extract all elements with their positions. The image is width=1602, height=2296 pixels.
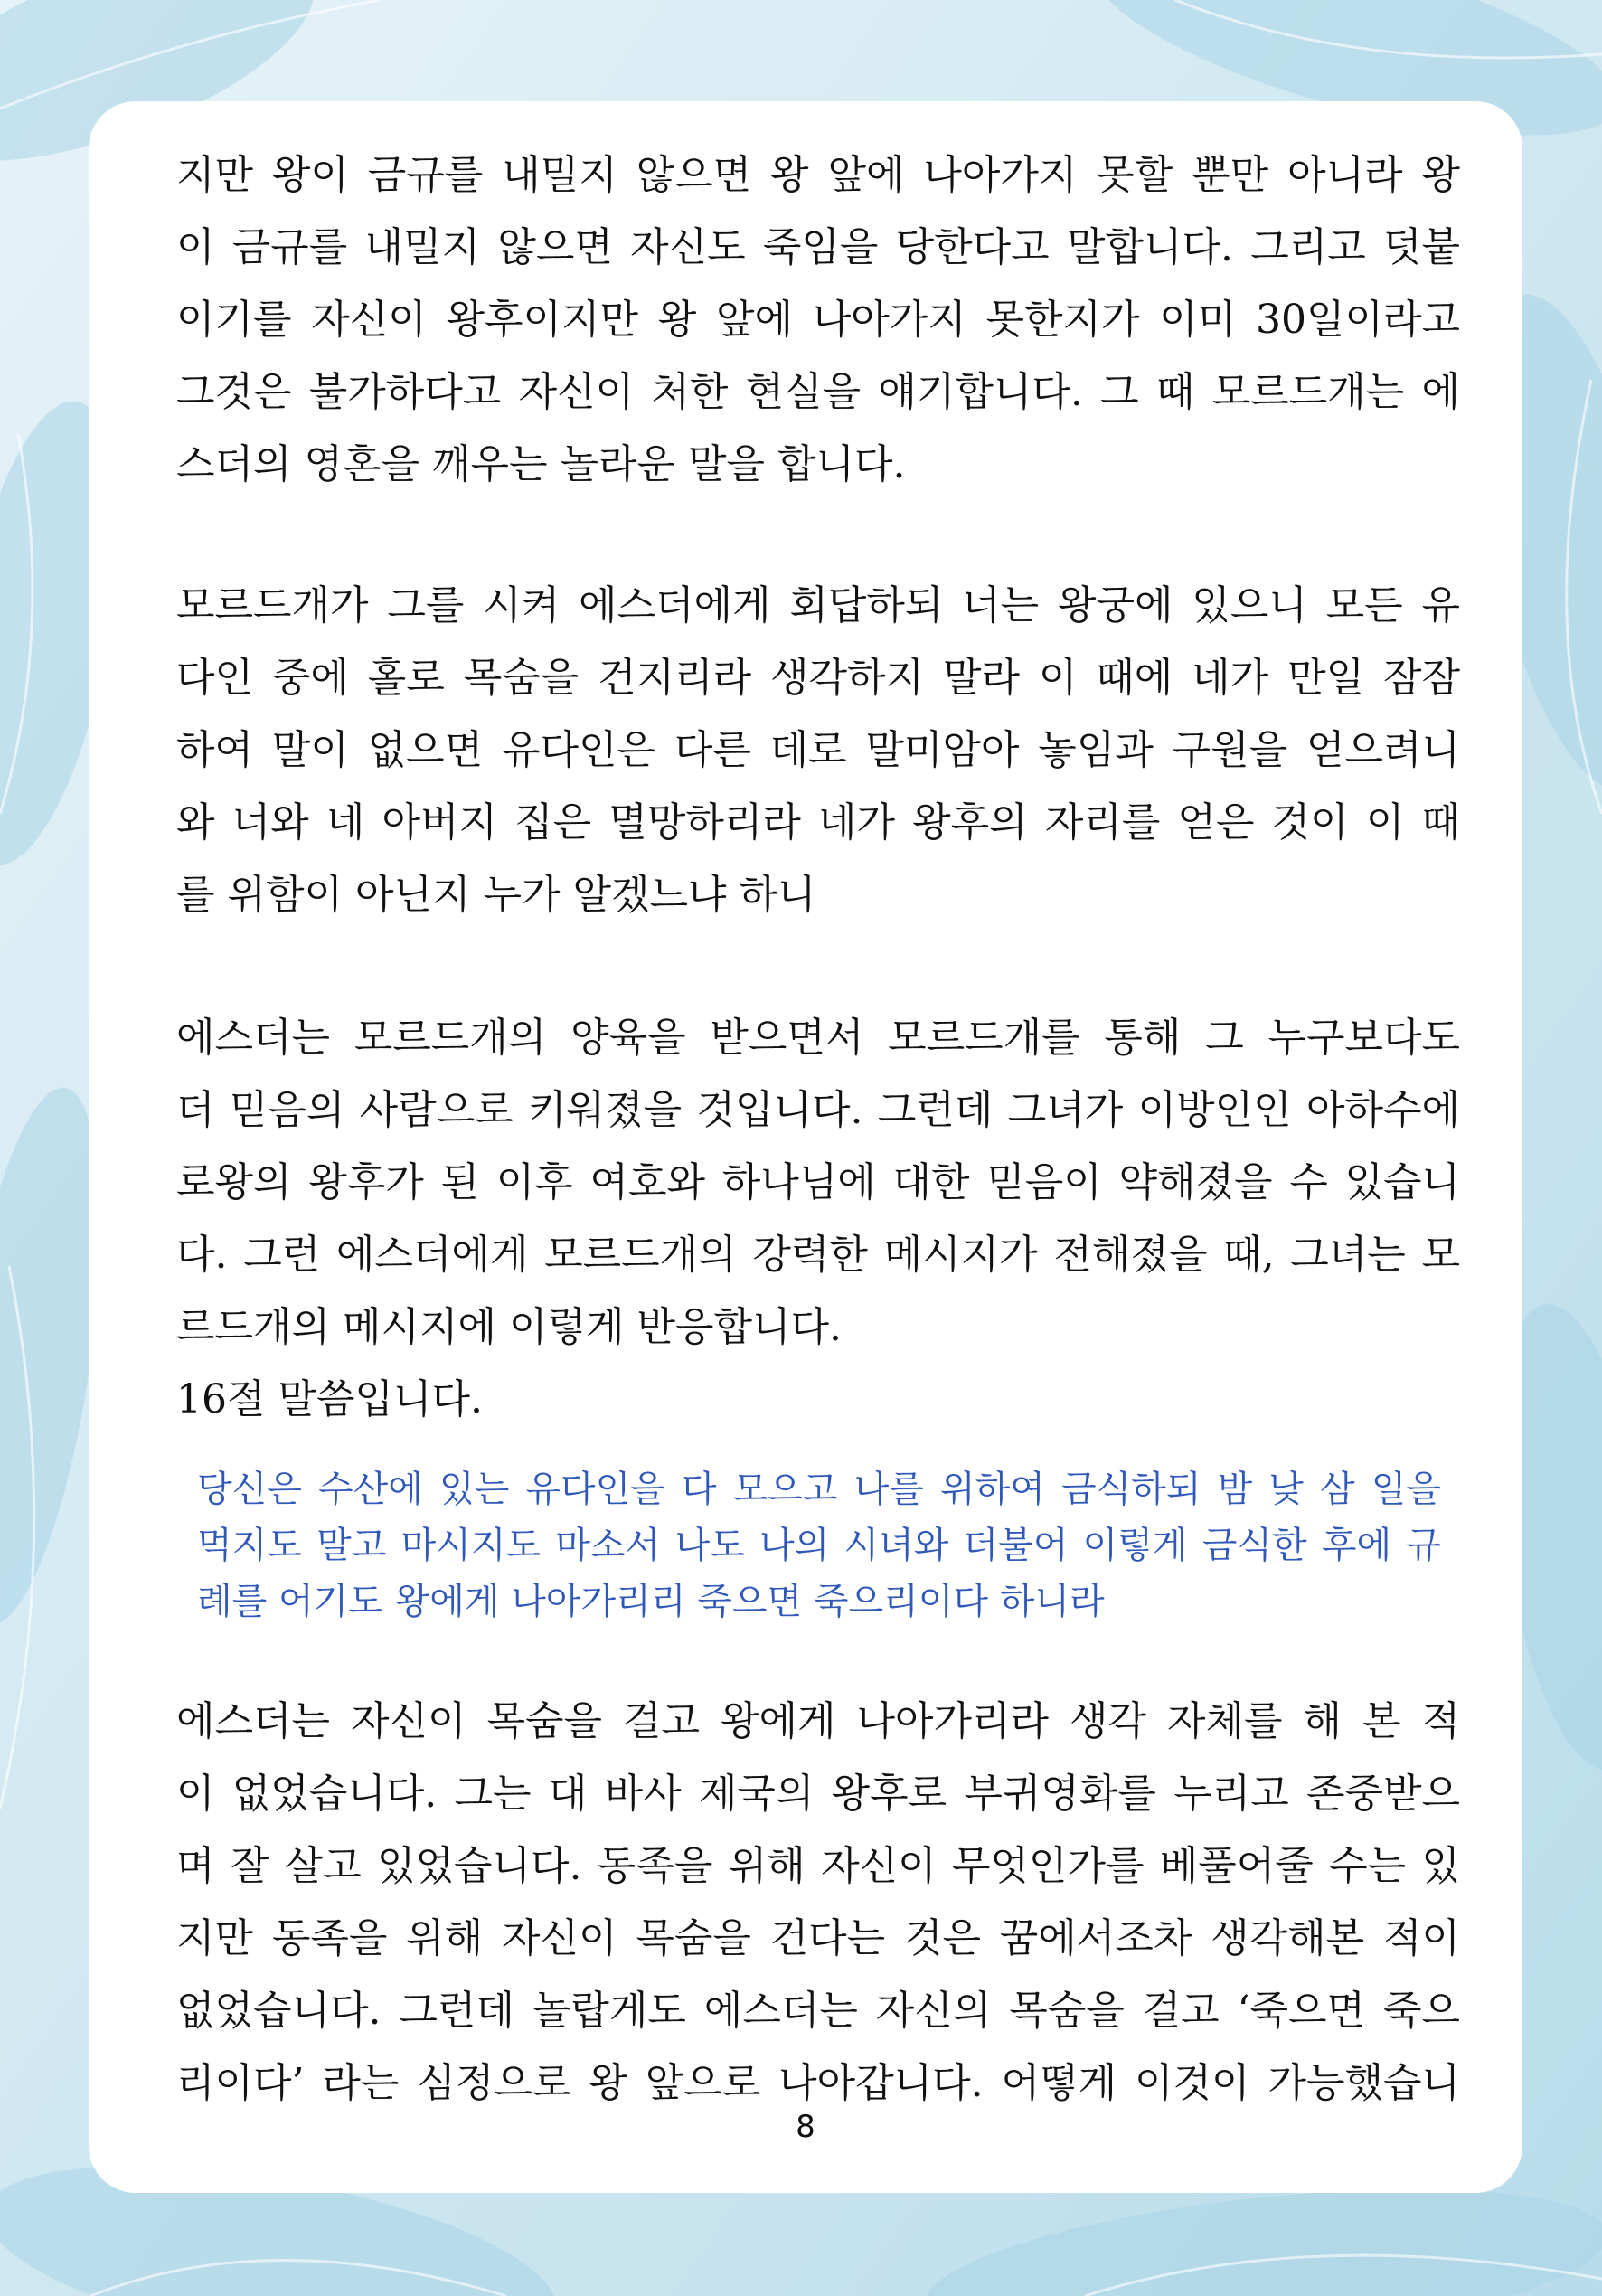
page-card [89, 101, 1522, 2193]
text-line: 르드개의 메시지에 이렇게 반응합니다. [176, 1304, 843, 1350]
quote-line: 먹지도 말고 마시지도 마소서 나도 나의 시녀와 더불어 이렇게 금식한 후에 규 [197, 1525, 1441, 1566]
text-line: 지만 왕이 금규를 내밀지 않으면 왕 앞에 나아가지 못할 뿐만 아니라 왕 [176, 152, 1460, 198]
text-line: 지만 동족을 위해 자신이 목숨을 건다는 것은 꿈에서조차 생각해본 적이 [176, 1915, 1460, 1961]
text-line: 리이다’ 라는 심정으로 왕 앞으로 나아갑니다. 어떻게 이것이 가능했습니 [176, 2060, 1460, 2106]
quote-line: 당신은 수산에 있는 유다인을 다 모으고 나를 위하여 금식하되 밤 낮 삼 일을 [197, 1469, 1441, 1510]
paragraph-4 [176, 1686, 1460, 2120]
text-line: 이 금규를 내밀지 않으면 자신도 죽임을 당한다고 말합니다. 그리고 덧붙 [176, 224, 1460, 270]
text-line: 스더의 영혼을 깨우는 놀라운 말을 합니다. [176, 441, 906, 487]
text-line: 없었습니다. 그런데 놀랍게도 에스더는 자신의 목숨을 걸고 ‘죽으면 죽으 [176, 1988, 1460, 2034]
text-line: 로왕의 왕후가 된 이후 여호와 하나님에 대한 믿음이 약해졌을 수 있습니 [176, 1159, 1460, 1205]
text-line: 다. 그런 에스더에게 모르드개의 강력한 메시지가 전해졌을 때, 그녀는 모 [176, 1232, 1460, 1278]
text-line: 이 없었습니다. 그는 대 바사 제국의 왕후로 부귀영화를 누리고 존중받으 [176, 1771, 1460, 1817]
text-line: 더 믿음의 사람으로 키워졌을 것입니다. 그런데 그녀가 이방인인 아하수에 [176, 1087, 1460, 1133]
text-line: 16절 말씀입니다. [176, 1376, 483, 1422]
paragraph-3 [176, 1002, 1460, 1436]
text-line: 에스더는 자신이 목숨을 걸고 왕에게 나아가리라 생각 자체를 해 본 적 [176, 1698, 1460, 1744]
text-line: 에스더는 모르드개의 양육을 받으면서 모르드개를 통해 그 누구보다도 [176, 1015, 1460, 1061]
text-line: 를 위함이 아닌지 누가 알겠느냐 하니 [176, 872, 816, 918]
scripture-quote [197, 1461, 1441, 1630]
text-line: 이기를 자신이 왕후이지만 왕 앞에 나아가지 못한지가 이미 30일이라고 [176, 297, 1460, 343]
paragraph-2 [176, 570, 1460, 931]
text-line: 하여 말이 없으면 유다인은 다른 데로 말미암아 놓임과 구원을 얻으려니 [176, 727, 1460, 773]
text-line: 다인 중에 홀로 목숨을 건지리라 생각하지 말라 이 때에 네가 만일 잠잠 [176, 655, 1460, 701]
quote-line: 례를 어기도 왕에게 나아가리리 죽으면 죽으리이다 하니라 [197, 1581, 1105, 1622]
text-line: 모르드개가 그를 시켜 에스더에게 회답하되 너는 왕궁에 있으니 모든 유 [176, 582, 1460, 628]
page-number: 8 [796, 2109, 815, 2145]
text-line: 며 잘 살고 있었습니다. 동족을 위해 자신이 무엇인가를 베풀어줄 수는 있 [176, 1843, 1460, 1889]
text-line: 그것은 불가하다고 자신이 처한 현실을 얘기합니다. 그 때 모르드개는 에 [176, 369, 1460, 415]
paragraph-1 [176, 139, 1460, 501]
text-line: 와 너와 네 아버지 집은 멸망하리라 네가 왕후의 자리를 얻은 것이 이 때 [176, 799, 1460, 846]
